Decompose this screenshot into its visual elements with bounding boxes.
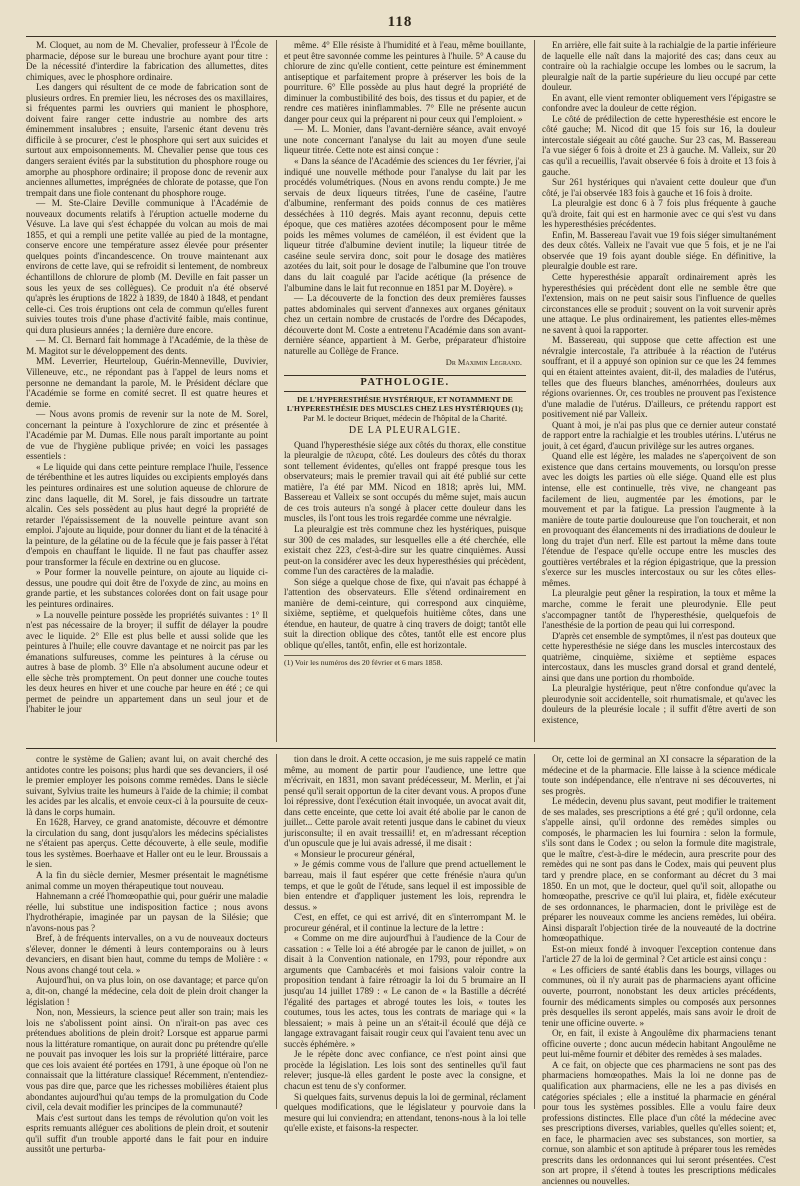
paragraph: « Dans la séance de l'Académie des sciences du 1er février, j'ai indiqué une nouvelle méthode pour l'analyse du lait par les procédés volumétriques. (Nous en avons rendu compte.) Je me servais de deux liqueurs titrées, l'une de caséine, l'autre d'albumine, renfermant des poids connus de ces matières desséchées à 110 degrés. Mais ayant reconnu, depuis cette époque, que ces matières azotées décomposent pour le même poids les mêmes volumes de caméléon, il est évident que la liqueur titrée d'albumine devient inutile; la liqueur titrée de caséine seule servira donc, soit pour le dosage des matières azotées du lait, soit pour le dosage de l'albumine que l'on trouve dans du lait coagulé par l'acide acétique (la présence de l'albumine dans le lait fut reconnue en 1851 par M. Doyère). » <box>284 156 526 293</box>
paragraph: La pleuralgie est donc 6 à 7 fois plus fréquente à gauche qu'à droite, fait qui est en harmonie avec ce qui s'est vu dans les hyperesthésies précédentes. <box>542 198 776 230</box>
paragraph: — M. Ste-Claire Deville communique à l'Académie de nouveaux documents relatifs à l'éruption actuelle moderne du Vésuve. La lave qui s'est échappée du volcan au mois de mai 1855, et qui a rempli une petite vallée au pied de la montagne, conserve encore une température assez élevée pour présenter quelques points d'incandescence. On trouve maintenant aux environs de cette lave, qui se refroidit si lentement, de nombreux échantillons de chlorure de plomb (M. Deville en fait passer un sous les yeux de ses collègues). Ce produit n'a été observé qu'après les éruptions de 1822 à 1839, de 1840 à 1848, et pendant celle-ci. Ces trois éruptions ont cela de commun qu'elles furent suivies toutes trois d'une phase d'activité faible, mais continue, qui dura plusieurs années ; la dernière dure encore. <box>26 198 268 335</box>
paragraph: La pleuralgie hystérique, peut n'être confondue qu'avec la pleurodynie soit accidentelle, soit rhumatismale, et qu'avec les douleurs de la pleurésie locale ; il suffit d'être averti de son existence, <box>542 683 776 725</box>
paragraph: « Monsieur le procureur général, <box>294 848 415 859</box>
paragraph: A ce fait, on objecte que ces pharmaciens ne sont pas des pharmaciens homœopathes. Mais la loi ne donne pas de qualification aux pharmaciens, elle ne les a pas divisés en catégories spéciales ; elle a institué la pharmacie en général pour tous les systèmes possibles. Elle a voulu faire deux professions distinctes. Elle place d'un côté la médecine avec ses prescriptions diverses, variables, quelles qu'elles soient; et, en face, le pharmacien avec ses substances, son mortier, sa cornue, son alambic et son aptitude à préparer tous les remèdes prescrits dans les ordonnances qui lui seront présentées. C'est son art propre, il s'étend à toutes les prescriptions médicales anciennes ou nouvelles. <box>542 1059 776 1186</box>
paragraph: MM. Leverrier, Heurteloup, Guérin-Menneville, Duvivier, Villeneuve, etc., ne répondant pas à l'appel de leurs noms et personne ne demandant la parole, M. le Président déclare que l'Académie se forme en comité secret. Il est quatre heures et demie. <box>26 356 268 409</box>
paragraph: « Le liquide qui dans cette peinture remplace l'huile, l'essence de térébenthine et les autres liquides ou excipients employés dans les peintures ordinaires est une solution aqueuse de chlorure de zinc dans laquelle, dit M. Sorel, je fais dissoudre un tartrate alcalin. Ces sels possèdent au plus haut degré la propriété de retarder l'épaississement de la nouvelle peinture avant son emploi. J'ajoute au liquide, pour donner du liant et de la ténacité à la peinture, de la gélatine ou de la fécule que je fais passer à l'état d'empois en chauffant le liquide. Il ne faut pas chauffer assez pour transformer la fécule en dextrine ou en glucose. <box>26 461 268 567</box>
paragraph: Son siége a quelque chose de fixe, qui n'avait pas échappé à l'attention des observateurs. Elle s'étend ordinairement en manière de demi-ceinture, qui correspond aux cinquième, sixième, septième, et quelquefois huitième côtes, dans une étendue, en hauteur, de quatre à cinq travers de doigt; tantôt elle suit la direction oblique des côtes, tantôt elle est encore plus oblique qu'elles, tantôt, enfin, elle est horizontale. <box>284 576 526 650</box>
column-divider <box>276 754 277 1109</box>
paragraph: Les dangers qui résultent de ce mode de fabrication sont de plusieurs ordres. En premier lieu, les nécroses des os maxillaires, si fréquentes parmi les ouvriers qui manient le phosphore, doivent faire ranger cette industrie au nombre des arts éminemment insalubres ; ensuite, l'arsenic étant devenu très difficile à se procurer, c'est le phosphore qui sert aux suicides et surtout aux empoisonnements. M. Chevalier pense que tous ces dangers seraient évités par la substitution du phosphore rouge ou amorphe au phosphore ordinaire; il propose donc de revenir aux anciennes allumettes, imprégnées de chlorate de potasse, que l'on trempait dans une fiole contenant du phosphore rouge. <box>26 82 268 198</box>
article-byline: Par M. le docteur Briquet, médecin de l'hôpital de la Charité. <box>302 413 508 423</box>
paragraph: » Je gémis comme vous de l'allure que prend actuellement le barreau, mais il faut espérer que cette frénésie n'aura qu'un temps, et que le goût de l'étude, sans lequel il est impossible de bien entendre et d'appliquer justement les lois, reprendra le dessus. » <box>284 859 526 912</box>
column-6 <box>542 754 776 1186</box>
paragraph: En 1628, Harvey, ce grand anatomiste, découvre et démontre la circulation du sang, dont jusqu'alors les médecins spécialistes ne s'étaient pas aperçus. Cette découverte, à elle seule, modifie tous les systèmes. Boerhaave et Haller ont eu le leur. Broussais a le sien. <box>26 817 268 870</box>
footnote: (1) Voir les numéros des 20 février et 6 mars 1858. <box>284 655 526 669</box>
paragraph: » La nouvelle peinture possède les propriétés suivantes : 1° Il n'est pas nécessaire de la broyer; il suffit de délayer la poudre avec le liquide. 2° Elle est plus belle et aussi solide que les peintures à l'huile; elle couvre davantage et ne noircit pas par les émanations sulfureuses, comme les peintures à la céruse ou autres à base de plomb. 3° Elle n'a absolument aucune odeur et elle sèche très promptement. On peut donner une couche toutes les deux heures en hiver et une couche par heure en été ; ce qui permet de peindre un appartement dans un seul jour et de l'habiter le jour <box>26 609 268 715</box>
paragraph: contre le système de Galien; avant lui, on avait cherché des antidotes contre les poisons; plus hardi que ses devanciers, il osé le premier employer les poisons comme remèdes. Dans le siècle suivant, Sylvius traite les humeurs à l'aide de la chimie; il combat les acides par les alcalis, et envoie ceux-ci à la poursuite de ceux-là dans le corps humain. <box>26 754 268 817</box>
section-heading: PATHOLOGIE. <box>284 375 526 392</box>
paragraph: La pleuralgie est très commune chez les hystériques, puisque sur 300 de ces malades, sur lesquelles elle a été cherchée, elle existait chez 223, c'est-à-dire sur les quatre cinquièmes. Aussi peut-on la considérer avec les deux hyperesthésies qui précèdent, comme l'un des caractères de la maladie. <box>284 523 526 577</box>
paragraph: D'après cet ensemble de symptômes, il n'est pas douteux que cette hyperesthésie ne siége dans les muscles intercostaux des quatrième, cinquième, sixième et septième espaces intercostaux, dans les muscles grand dorsal et grand dentelé, ainsi que dans une portion du rhomboïde. <box>542 630 776 683</box>
article-subtitle: DE LA PLEURALGIE. <box>348 425 462 437</box>
paragraph: Non, non, Messieurs, la science peut aller son train; mais les lois ne s'abolissent point ainsi. On n'irait-on pas avec ces prétendues abolitions de plein droit? Lorsque est apparue parmi nous la littérature romantique, on aurait donc pu prétendre qu'elle ne pouvait pas invoquer les lois sur la propriété littéraire, parce que ces lois avaient été portées en 1791, à une époque où l'on ne connaissait que la littérature classique! Récemment, n'entendiez-vous pas dire que, parce que les richesses mobilières étaient plus abondantes aujourd'hui qu'au temps de la promulgation du Code civil, cela devait modifier les principes de la communauté? <box>26 1007 268 1113</box>
paragraph: » Pour former la nouvelle peinture, on ajoute au liquide ci-dessus, une poudre qui doit être de l'oxyde de zinc, au moins en grande partie, et les substances colorées dont on fait usage pour les peintures ordinaires. <box>26 567 268 609</box>
column-divider <box>534 40 535 742</box>
paragraph: Or, en fait, il existe à Angoulême dix pharmaciens tenant officine ouverte ; donc aucun médecin habitant Angoulême ne peut lui-même fournir et débiter des remèdes à ses malades. <box>542 1028 776 1060</box>
paragraph: M. Cloquet, au nom de M. Chevalier, professeur à l'École de pharmacie, dépose sur le bureau une brochure ayant pour titre : De la nécessité d'interdire la fabrication des allumettes, dites chimiques, avec le phosphore ordinaire. <box>26 40 268 82</box>
paragraph: Si quelques faits, survenus depuis la loi de germinal, réclament quelques modifications, que le législateur y pourvoie dans la mesure qui lui conviendra; en attendant, tenons-nous à la loi telle qu'elle existe, et faisons-la respecter. <box>284 1091 526 1134</box>
column-3 <box>542 40 776 742</box>
column-1 <box>26 40 268 742</box>
paragraph: Hahnemann a créé l'homœopathie qui, pour guérir une maladie réelle, lui substitue une indisposition factice ; nous avons l'hydrothérapie, imaginée par un paysan de la Silésie; que n'avons-nous pas ? <box>26 891 268 933</box>
paragraph: — M. Cl. Bernard fait hommage à l'Académie, de la thèse de M. Magitot sur le développement des dents. <box>26 335 268 356</box>
article-title: DE L'HYPERESTHÉSIE HYSTÉRIQUE, ET NOTAMMENT DE L'HYPERESTHÉSIE DES MUSCLES CHEZ LES HYSTÉRIQUES (1); <box>286 394 524 413</box>
paragraph: — Nous avons promis de revenir sur la note de M. Sorel, concernant la peinture à l'oxychlorure de zinc et présentée à l'Académie par M. Dumas. Elle nous paraît importante au point de vue de l'hygiène publique privée; en voici les passages essentiels : <box>26 409 268 462</box>
paragraph: Le médecin, devenu plus savant, peut modifier le traitement de ses malades, ses prescriptions a été gré ; qu'il ordonne, cela s'appelle ainsi, qu'il ordonne des remèdes simples ou composés, le pharmacien les lui fournira : selon la formule, s'ils sont dans le Codex ; ou selon la formule dite magistrale, que le maître, c'est-à-dire le médecin, aura prescrite pour des remèdes qui ne sont pas dans le Codex, mais qui peuvent plus tard y prendre place, en se conformant au décret du 3 mai 1850. En un mot, que le docteur, quel qu'il soit, allopathe ou homœopathe, prescrive ce qu'il lui plaira, et, fidèle exécuteur de ses ordonnances, le pharmacien, dont le privilège est de préparer les nouveaux comme les anciens remèdes, lui obéira. Ainsi disparaît l'objection tirée de la nouveauté de la doctrine homœopathique. <box>542 796 776 944</box>
article-signature: Dr Maximin Legrand. <box>445 358 522 368</box>
column-divider <box>276 40 277 742</box>
page-number: 118 <box>387 14 413 30</box>
column-2 <box>284 40 526 742</box>
paragraph: La pleuralgie peut gêner la respiration, la toux et même la marche, comme le ferait une pleurodynie. Elle peut s'accompagner tantôt de l'hyperesthésie, quelquefois de l'anesthésie de la portion de peau qui lui correspond. <box>542 588 776 631</box>
paragraph: Aujourd'hui, on va plus loin, on ose davantage; et parce qu'on a, dit-on, changé la médecine, cela doit de plein droit changer la législation ! <box>26 975 268 1007</box>
paragraph: Quant à moi, je n'ai pas plus que ce dernier auteur constaté de rapport entre la rachialgie et les troubles utérins. L'utérus ne jouit, à cet égard, d'aucun privilège sur les autres organes. <box>542 419 776 451</box>
paragraph: tion dans le droit. A cette occasion, je me suis rappelé ce matin même, au moment de partir pour l'audience, une lettre que m'écrivait, en 1831, mon savant prédécesseur, M. Merlin, et j'ai pensé qu'il serait opportun de la citer devant vous. A propos d'une loi répressive, dont l'exécution était invoquée, un avocat avait dit, dans cette enceinte, que cette loi avait été abolie par le canon de juillet... Cette parole avait retenti jusque dans le cabinet du vieux jurisconsulte; il en avait tressailli! et, en m'adressant réception d'un opuscule que je lui avais adressé, il me disait : <box>284 754 526 849</box>
paragraph: Est-on mieux fondé à invoquer l'exception contenue dans l'article 27 de la loi de germinal ? Cet article est ainsi conçu : <box>542 943 776 965</box>
section-rule <box>26 748 776 749</box>
paragraph: — M. L. Monier, dans l'avant-dernière séance, avait envoyé une note concernant l'analyse du lait au moyen d'une seule liqueur titrée. Cette note est ainsi conçue : <box>284 124 526 156</box>
paragraph: Or, cette loi de germinal an XI consacre la séparation de la médecine et de la pharmacie. Elle laisse à la science médicale toute son indépendance, elle n'entrave ni ses découvertes, ni ses progrès. <box>542 754 776 796</box>
paragraph: Cette hyperesthésie apparaît ordinairement après les hyperesthésies qui précèdent dont elle ne semble être que l'extension, mais on ne peut saisir sous l'influence de quelles circonstances elle se produit ; souvent on la voit survenir après une attaque. Le plus ordinairement, les patientes elles-mêmes ne savent à quoi la rapporter. <box>542 272 776 335</box>
paragraph: Sur 261 hystériques qui n'avaient cette douleur que d'un côté, je l'ai observée 183 fois à gauche et 16 fois à droite. <box>542 177 776 198</box>
column-2-top-text <box>284 40 526 356</box>
paragraph: — La découverte de la fonction des deux premières fausses pattes abdominales qui servent d'annexes aux organes génitaux chez un certain nombre de crustacés de l'ordre des Décapodes, découverte dont M. Coste a entretenu l'Académie dans son avant-dernière séance, appartient à M. Gerbe, préparateur d'histoire naturelle au Collège de France. <box>284 293 526 356</box>
paragraph: Quand l'hyperesthésie siége aux côtés du thorax, elle constitue la pleuralgie de πλευρα, côté. Les douleurs des côtés du thorax sont tellement évidentes, qu'elles ont frappé presque tous les observateurs; mais le premier travail qui ait été publié sur cette matière, l'a été par MM. Nicod en 1818; après lui, MM. Bassereau et Valleix se sont occupés du même sujet, mais aucun de ces trois auteurs n'a songé à placer cette douleur dans les muscles, ils l'ont tous les trois regardée comme une névralgie. <box>284 439 526 524</box>
column-2-bottom-text <box>284 440 526 651</box>
paragraph: « Les officiers de santé établis dans les bourgs, villages ou communes, où il n'y aurait pas de pharmaciens ayant officine ouverte, pourront, nonobstant les deux articles précédents, fournir des médicaments simples ou composés aux personnes près desquelles ils seront appelés, mais sans avoir le droit de tenir une officine ouverte. » <box>542 964 776 1028</box>
column-5 <box>284 754 526 1134</box>
paragraph: M. Bassereau, qui suppose que cette affection est une névralgie intercostale, l'a attribuée à la réaction de l'utérus souffrant, et il a appuyé son opinion sur ce que les 24 femmes qui en étaient atteintes avaient, dit-il, des maladies de l'utérus, telles que des flueurs blanches, aménorrhées, douleurs aux régions ovariennes. Or, ces troubles ne prouvent pas l'existence d'une maladie de l'utérus. D'ailleurs, ce prétendu rapport est positivement nié par Valleix. <box>542 335 776 420</box>
paragraph: En avant, elle vient remonter obliquement vers l'épigastre se confondre avec la douleur de cette région. <box>542 92 776 114</box>
paragraph: Mais c'est surtout dans les temps de révolution qu'on voit les esprits remuants alléguer ces abolitions de plein droit, et soutenir qu'il suffit d'un trouble apporté dans le fait pour en induire aussitôt une perturba- <box>26 1112 268 1155</box>
paragraph: Le côté de prédilection de cette hyperesthésie est encore le côté gauche; M. Nicod dit que 15 fois sur 16, la douleur intercostale siégeait au côté gauche. Sur 23 cas, M. Bassereau l'a vue siéger 6 fois à droite et 23 à gauche. M. Valleix, sur 20 cas qu'il a recueillis, l'avait observée 6 fois à droite et 13 fois à gauche. <box>542 113 776 177</box>
paragraph: Quand elle est légère, les malades ne s'aperçoivent de son existence que dans certains mouvements, ou lorsqu'on presse avec les doigts les parties où elle siége. Quand elle est plus intense, elle est continuelle, très vive, ne changeant pas facilement de lieu, augmentée par les émotions, par le mouvement et par la fatigue. La pression l'augmente à la manière de toute partie douloureuse que l'on toucherait, et non en provoquant des élancements ni des irradiations de douleur le long du trajet d'un nerf. Elle est partout la même dans toute l'étendue de l'espace qu'elle occupe entre les muscles des gouttières vertébrales et la région épigastrique, que la pression s'exerce sur les muscles intercostaux ou sur les côtes elles-mêmes. <box>542 451 776 588</box>
paragraph: En arrière, elle fait suite à la rachialgie de la partie inférieure de laquelle elle naît dans la majorité des cas; dans ceux au contraire où la rachialgie occupe les lombes ou le sacrum, la pleuralgie naît de la partie supérieure du lieu occupé par cette douleur. <box>542 40 776 93</box>
paragraph: « Comme on me dire aujourd'hui à l'audience de la Cour de cassation : « Telle loi a été abrogée par le canon de juillet, » on disait à la Convention nationale, en 1793, pour répondre aux arguments que Cambacérès et moi faisions valoir contre la proposition tendant à faire rétroagir la loi du 5 brumaire an II jusqu'au 14 juillet 1789 : « Le canon de « la Bastille a décrété l'égalité des partages et abrogé toutes les lois, « toutes les coutumes, tous les actes, tous les contrats de mariage qui « la blessaient; » mais à peine un an s'était-il écoulé que déjà ce langage extravagant faisait rougir ceux qui l'avaient tenu avec un succès éphémère. » <box>284 933 526 1049</box>
paragraph: A la fin du siècle dernier, Mesmer présentait le magnétisme animal comme un moyen thérapeutique tout nouveau. <box>26 870 268 891</box>
column-4 <box>26 754 268 1155</box>
paragraph: Enfin, M. Bassereau l'avait vue 19 fois siéger simultanément des deux côtés. Valleix ne l'avait vue que 5 fois, et je ne l'ai observée que 19 fois ayant double siége. En définitive, la pleuralgie double est rare. <box>542 229 776 272</box>
paragraph: Bref, à de fréquents intervalles, on a vu de nouveaux docteurs s'élever, donner le démenti à leurs contemporains ou à leurs devanciers, en disant bien haut, comme du temps de Molière : « Nous avons changé tout cela. » <box>26 933 268 975</box>
paragraph: Je le répète donc avec confiance, ce n'est point ainsi que procède la législation. Les lois sont des sentinelles qu'il faut relever; jusque-là elles gardent le poste avec la consigne, et chacun est tenu de s'y conformer. <box>284 1049 526 1091</box>
paragraph: C'est, en effet, ce qui est arrivé, dit en s'interrompant M. le procureur général, et il continue la lecture de la lettre : <box>284 912 526 933</box>
paragraph: même. 4° Elle résiste à l'humidité et à l'eau, même bouillante, et peut être savonnée comme les peintures à l'huile. 5° A cause du chlorure de zinc qu'elle contient, cette peinture est éminemment antiseptique et parfaitement propre à préserver les bois de la pourriture. 6° Elle possède au plus haut degré la propriété de diminuer la combustibilité des bois, des tissus et du papier, et de rendre ces matières ininflammables. 7° Elle ne présente aucun danger pour ceux qui la préparent ni pour ceux qui l'emploient. » <box>284 40 526 124</box>
header-rule <box>26 36 776 37</box>
column-divider <box>534 754 535 1109</box>
